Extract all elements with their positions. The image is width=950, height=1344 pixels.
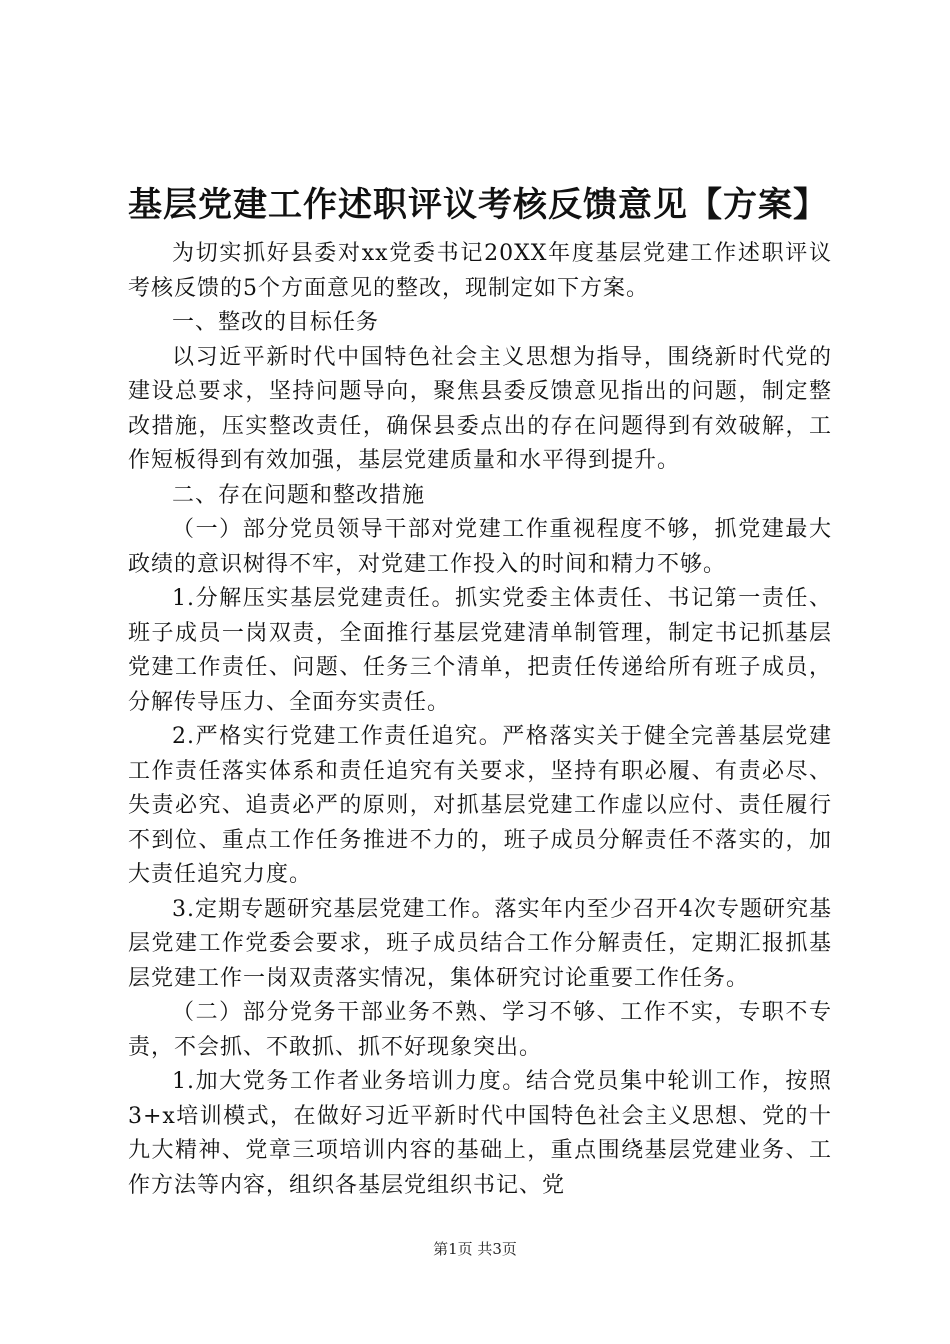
measure-1-1: 1.分解压实基层党建责任。抓实党委主体责任、书记第一责任、班子成员一岗双责，全面推行基层党建清单制管理，制定书记抓基层党建工作责任、问题、任务三个清单，把责任传递给所有班子成员，分解传导压力、全面夯实责任。 (128, 586, 832, 715)
measure-1-3: 3.定期专题研究基层党建工作。落实年内至少召开4次专题研究基层党建工作党委会要求，班子成员结合工作分解责任，定期汇报抓基层党建工作一岗双责落实情况，集体研究讨论重要工作任务。 (128, 896, 832, 991)
issue-1: （一）部分党员领导干部对党建工作重视程度不够，抓党建最大政绩的意识树得不牢，对党建工作投入的时间和精力不够。 (128, 517, 832, 577)
page-number: 第1页 共3页 (433, 1240, 517, 1258)
section-heading-2: 二、存在问题和整改措施 (172, 482, 426, 508)
measure-1-2: 2.严格实行党建工作责任追究。严格落实关于健全完善基层党建工作责任落实体系和责任追究有关要求，坚持有职必履、有责必尽、失责必究、追责必严的原则，对抓基层党建工作虚以应付、责任履行不到位、重点工作任务推进不力的，班子成员分解责任不落实的，加大责任追究力度。 (128, 724, 832, 887)
paragraph-goal: 以习近平新时代中国特色社会主义思想为指导，围绕新时代党的建设总要求，坚持问题导向，聚焦县委反馈意见指出的问题，制定整改措施，压实整改责任，确保县委点出的存在问题得到有效破解，工作短板得到有效加强，基层党建质量和水平得到提升。 (128, 344, 832, 473)
issue-2: （二）部分党务干部业务不熟、学习不够、工作不实，专职不专责，不会抓、不敢抓、抓不好现象突出。 (128, 1000, 832, 1060)
measure-2-1: 1.加大党务工作者业务培训力度。结合党员集中轮训工作，按照3+x培训模式，在做好习近平新时代中国特色社会主义思想、党的十九大精神、党章三项培训内容的基础上，重点围绕基层党建业务、工作方法等内容，组织各基层党组织书记、党 (128, 1069, 832, 1198)
section-heading-1: 一、整改的目标任务 (172, 310, 380, 335)
document-body (128, 237, 832, 1203)
document-title: 基层党建工作述职评议考核反馈意见【方案】 (128, 185, 828, 225)
paragraph-intro: 为切实抓好县委对xx党委书记20XX年度基层党建工作述职评议考核反馈的5个方面意见的整改，现制定如下方案。 (128, 241, 832, 301)
